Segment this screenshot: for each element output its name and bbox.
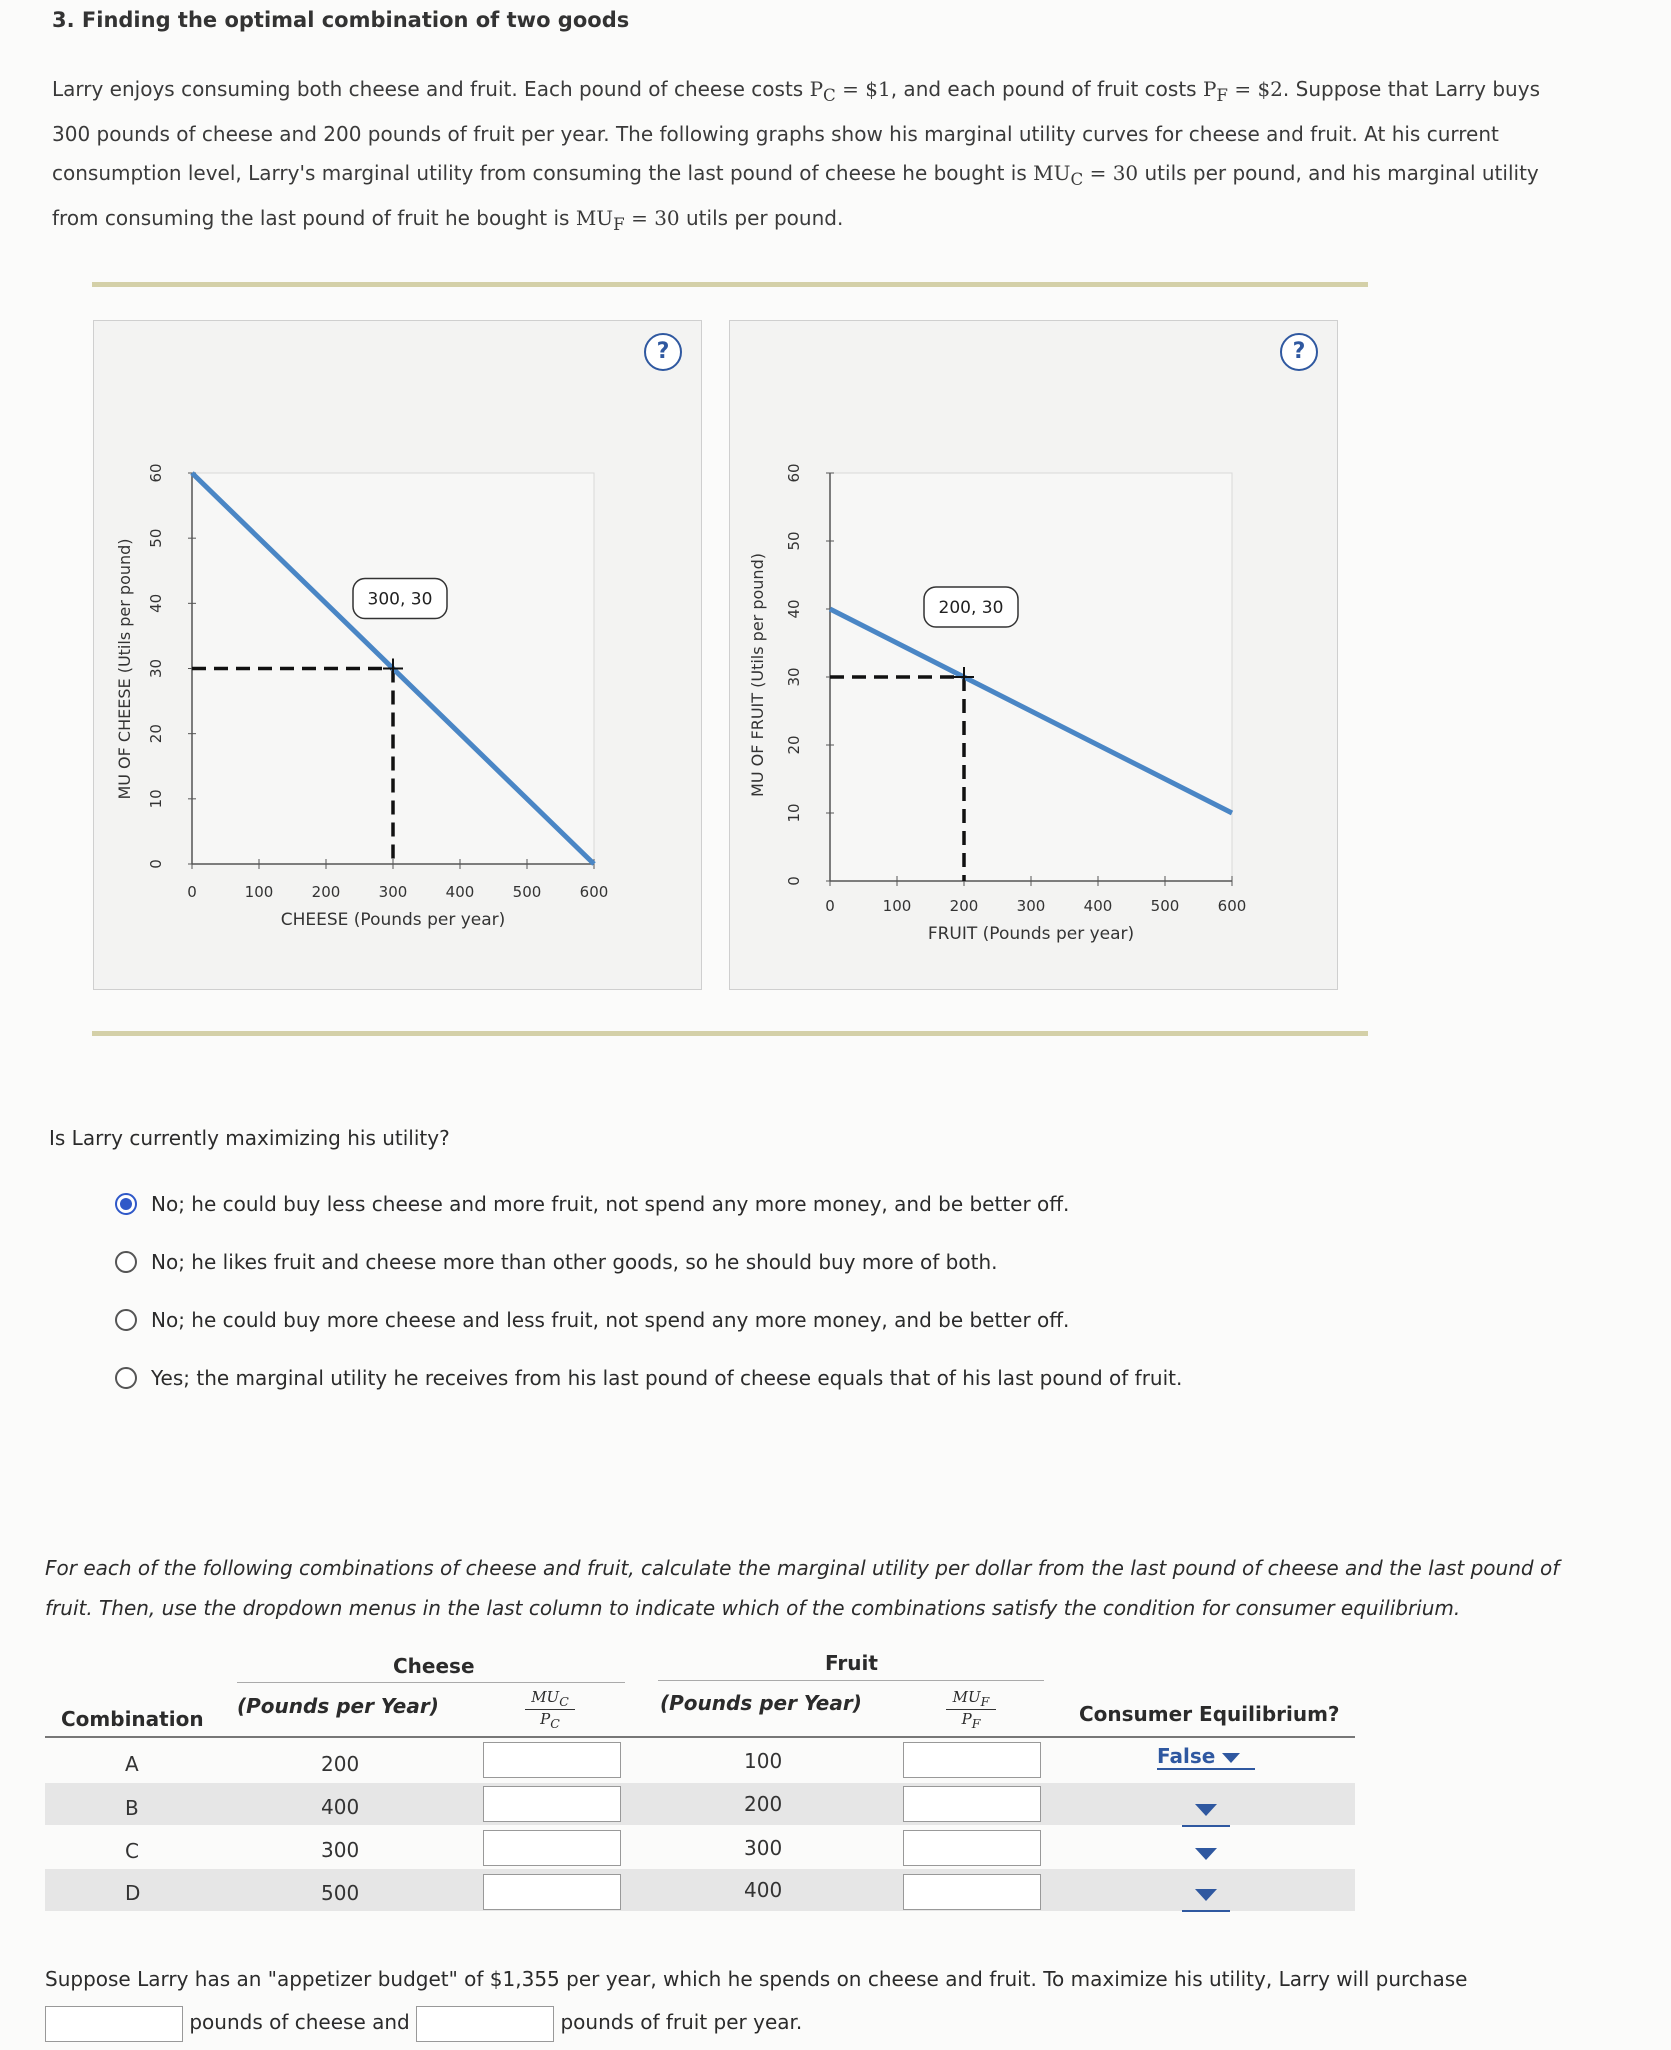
- fruit-group-header: Fruit: [825, 1651, 878, 1675]
- equilibrium-dropdown[interactable]: [1182, 1882, 1230, 1912]
- cheese-group-header: Cheese: [393, 1654, 475, 1678]
- x-tick-label: 400: [445, 883, 475, 901]
- muc-per-dollar-input[interactable]: [483, 1830, 621, 1866]
- fruit-chart-panel: [729, 320, 1338, 990]
- row-fruit-pounds: 200: [744, 1792, 783, 1816]
- answer-option-4[interactable]: Yes; the marginal utility he receives from his last pound of cheese equals that of his last pound of fruit.: [115, 1366, 1182, 1391]
- mu-cheese-value: $MU_C = 30$: [1033, 161, 1139, 189]
- header-rule: [45, 1736, 1355, 1738]
- muc-per-dollar-input[interactable]: [483, 1786, 621, 1822]
- radio-unselected[interactable]: [115, 1367, 137, 1389]
- fruit-pounds-header: (Pounds per Year): [660, 1691, 862, 1715]
- y-tick-label: 20: [147, 724, 165, 744]
- fruit-chart: [730, 321, 1337, 989]
- muc-over-pc-header: $MU_C$ $P_C$: [525, 1688, 575, 1731]
- help-icon[interactable]: ?: [1280, 333, 1318, 371]
- x-tick-label: 0: [187, 883, 197, 901]
- x-axis-label: FRUIT (Pounds per year): [927, 924, 1135, 944]
- y-tick-label: 50: [785, 531, 803, 551]
- radio-selected[interactable]: [115, 1193, 137, 1215]
- intro-paragraph: Larry enjoys consuming both cheese and fruit. Each pound of cheese costs $P_C$ = $1, and each pound of fruit costs $P_F$ = $2. Suppose that Larry buys 300 pounds of cheese and 200 pounds of fruit per year. The following graphs show his marginal utility curves for cheese and fruit. At his current consumption level, Larry's marginal utility from consuming the last pound of cheese he bought is $MU_C = 30$ utils per pound, and his marginal utility from consuming the last pound of fruit he bought is $MU_F = 30$ utils per pound.: [52, 77, 1540, 234]
- divider-top: [92, 282, 1368, 287]
- x-tick-label: 500: [512, 883, 542, 901]
- x-tick-label: 500: [1150, 897, 1180, 915]
- row-cheese-pounds: 300: [321, 1838, 360, 1862]
- price-cheese: $P_C$ = $1: [809, 77, 891, 105]
- table-row: [45, 1827, 1355, 1869]
- x-tick-label: 100: [882, 897, 912, 915]
- x-tick-label: 0: [825, 897, 835, 915]
- table-row: [45, 1869, 1355, 1911]
- radio-unselected[interactable]: [115, 1251, 137, 1273]
- budget-question: Suppose Larry has an "appetizer budget" of $1,355 per year, which he spends on cheese and fruit. To maximize his utility, Larry will purchase pounds of cheese and pounds of fruit per year.: [45, 1958, 1595, 2044]
- point-label: 200, 30: [938, 598, 1004, 618]
- help-icon[interactable]: ?: [644, 333, 682, 371]
- y-tick-label: 10: [147, 789, 165, 809]
- x-tick-label: 300: [1016, 897, 1046, 915]
- y-tick-label: 60: [785, 463, 803, 483]
- muf-over-pf-header: $MU_F$ $P_F$: [946, 1688, 996, 1731]
- x-tick-label: 400: [1083, 897, 1113, 915]
- muc-per-dollar-input[interactable]: [483, 1742, 621, 1778]
- equilibrium-dropdown[interactable]: [1182, 1797, 1230, 1827]
- x-tick-label: 300: [378, 883, 408, 901]
- row-fruit-pounds: 400: [744, 1878, 783, 1902]
- y-tick-label: 40: [785, 599, 803, 619]
- answer-option-1[interactable]: No; he could buy less cheese and more fruit, not spend any more money, and be better off.: [115, 1192, 1069, 1217]
- row-cheese-pounds: 200: [321, 1752, 360, 1776]
- cheese-header-line: [237, 1682, 625, 1683]
- x-tick-label: 600: [1217, 897, 1247, 915]
- fruit-pounds-input[interactable]: [416, 2006, 554, 2042]
- fruit-header-line: [658, 1680, 1044, 1681]
- point-label: 300, 30: [367, 589, 433, 610]
- muc-per-dollar-input[interactable]: [483, 1874, 621, 1910]
- y-axis-label: MU OF FRUIT (Utils per pound): [748, 553, 767, 797]
- equilibrium-dropdown[interactable]: [1182, 1841, 1230, 1871]
- mu-fruit-value: $MU_F = 30$: [575, 206, 680, 234]
- cheese-chart: [94, 321, 701, 989]
- plot-area: [830, 473, 1232, 881]
- cheese-chart-panel: [93, 320, 702, 990]
- y-tick-label: 0: [785, 876, 803, 886]
- row-fruit-pounds: 300: [744, 1836, 783, 1860]
- row-combination: A: [125, 1752, 139, 1776]
- divider-bottom: [92, 1031, 1368, 1036]
- answer-option-3[interactable]: No; he could buy more cheese and less fruit, not spend any more money, and be better off.: [115, 1308, 1069, 1333]
- equilibrium-dropdown[interactable]: False: [1157, 1744, 1255, 1770]
- dropdown-arrow-icon: [1195, 1804, 1217, 1816]
- dropdown-arrow-icon: [1195, 1889, 1217, 1901]
- price-fruit: $P_F$ = $2: [1202, 77, 1283, 105]
- y-tick-label: 20: [785, 735, 803, 755]
- dropdown-arrow-icon: [1195, 1848, 1217, 1860]
- x-tick-label: 600: [579, 883, 609, 901]
- y-tick-label: 60: [147, 463, 165, 483]
- utility-question: Is Larry currently maximizing his utility?: [49, 1126, 450, 1150]
- answer-option-2[interactable]: No; he likes fruit and cheese more than other goods, so he should buy more of both.: [115, 1250, 997, 1275]
- muf-per-dollar-input[interactable]: [903, 1786, 1041, 1822]
- x-tick-label: 200: [949, 897, 979, 915]
- muf-per-dollar-input[interactable]: [903, 1742, 1041, 1778]
- radio-unselected[interactable]: [115, 1309, 137, 1331]
- row-combination: D: [125, 1881, 141, 1905]
- cheese-pounds-header: (Pounds per Year): [237, 1694, 439, 1718]
- y-tick-label: 0: [147, 859, 165, 869]
- y-tick-label: 30: [785, 667, 803, 687]
- muf-per-dollar-input[interactable]: [903, 1830, 1041, 1866]
- muf-per-dollar-input[interactable]: [903, 1874, 1041, 1910]
- x-tick-label: 100: [244, 883, 274, 901]
- y-tick-label: 30: [147, 658, 165, 679]
- x-tick-label: 200: [311, 883, 341, 901]
- combination-header: Combination: [61, 1707, 204, 1731]
- question-title: 3. Finding the optimal combination of two goods: [52, 8, 630, 32]
- row-cheese-pounds: 500: [321, 1881, 360, 1905]
- row-combination: C: [125, 1839, 139, 1863]
- y-tick-label: 10: [785, 803, 803, 823]
- x-axis-label: CHEESE (Pounds per year): [280, 910, 506, 930]
- row-fruit-pounds: 100: [744, 1749, 783, 1773]
- row-combination: B: [125, 1796, 139, 1820]
- y-tick-label: 40: [147, 593, 165, 613]
- cheese-pounds-input[interactable]: [45, 2006, 183, 2042]
- table-instructions: For each of the following combinations of cheese and fruit, calculate the marginal utility per dollar from the last pound of cheese and the last pound of fruit. Then, use the dropdown menus in the last column to indicate which of the combinations satisfy the condition for consumer equilibrium.: [45, 1556, 1560, 1620]
- row-cheese-pounds: 400: [321, 1795, 360, 1819]
- y-axis-label: MU OF CHEESE (Utils per pound): [115, 538, 134, 800]
- table-row: [45, 1783, 1355, 1825]
- y-tick-label: 50: [147, 528, 165, 548]
- equilibrium-header: Consumer Equilibrium?: [1079, 1702, 1340, 1726]
- dropdown-arrow-icon: [1222, 1753, 1240, 1763]
